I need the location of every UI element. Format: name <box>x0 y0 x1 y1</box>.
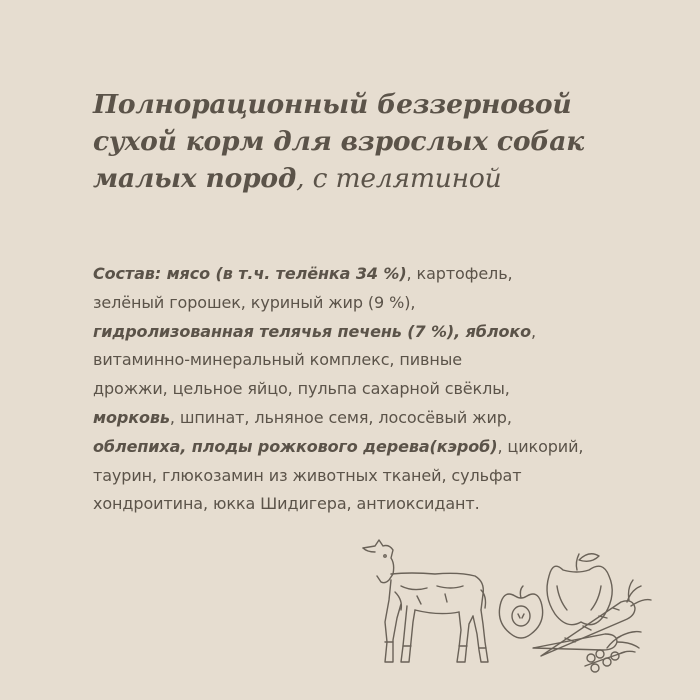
apple-half-icon <box>499 586 542 638</box>
composition-text <box>93 260 653 519</box>
calf-icon <box>363 540 488 662</box>
composition-highlight: морковь <box>93 407 170 427</box>
ingredients-illustration <box>355 530 655 680</box>
composition-line: таурин, глюкозамин из животных тканей, сульфат <box>93 465 522 485</box>
composition-line <box>93 260 653 289</box>
composition-highlight: Состав: мясо (в т.ч. телёнка 34 %) <box>93 264 407 283</box>
composition-line: зелёный горошек, куриный жир (9 %), <box>93 292 416 312</box>
product-title <box>93 86 683 197</box>
composition-line: витаминно-минеральный комплекс, пивные <box>93 350 462 370</box>
title-line-1: Полнорационный беззерновой <box>93 89 572 120</box>
title-flavor: с телятиной <box>312 163 502 194</box>
composition-line: хондроитина, юкка Шидигера, антиоксидант. <box>93 494 480 514</box>
composition-text-part: , шпинат, льняное семя, лососёвый жир, <box>169 407 512 427</box>
composition-line <box>93 318 653 347</box>
composition-highlight: гидролизованная телячья печень (7 %), яблоко <box>93 321 531 341</box>
composition-line <box>93 433 653 462</box>
composition-line: дрожжи, цельное яйцо, пульпа сахарной свёклы, <box>93 379 510 399</box>
composition-text-part: , цикорий, <box>497 436 584 456</box>
carrot-icon <box>533 580 651 656</box>
sea-buckthorn-icon <box>585 636 635 672</box>
composition-text-part: , <box>531 321 536 341</box>
title-line-3 <box>93 160 683 197</box>
title-separator: , <box>296 163 313 194</box>
title-breed-size: малых пород <box>93 163 297 194</box>
composition-line <box>93 404 653 433</box>
title-line-2: сухой корм для взрослых собак <box>93 126 584 157</box>
composition-text-part: , картофель, <box>406 264 513 283</box>
composition-highlight: облепиха, плоды рожкового дерева(кэроб) <box>93 436 498 456</box>
